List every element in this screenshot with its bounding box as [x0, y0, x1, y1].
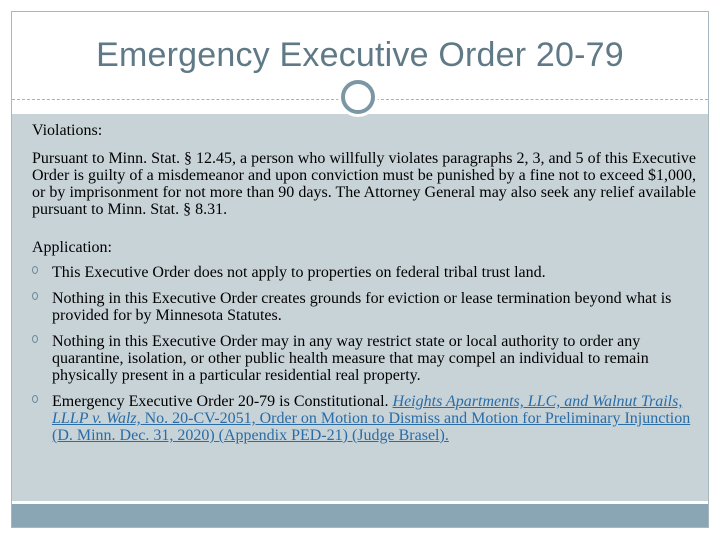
list-item: [32, 393, 696, 444]
content-text: [32, 122, 696, 453]
bullet-text: Nothing in this Executive Order creates grounds for eviction or lease termination beyond what is provided for by Minnesota Statutes.: [52, 290, 672, 324]
citation-details: No. 20-CV-2051, Order on Motion to Dismiss and Motion for Preliminary Injunction (D. Minn. Dec. 31, 2020) (Appendix PED-21) (Judge Brasel).: [52, 410, 691, 444]
application-list: [32, 264, 696, 444]
bullet-text: Emergency Executive Order 20-79 is Constitutional.: [52, 393, 393, 410]
violations-paragraph: Pursuant to Minn. Stat. § 12.45, a person who willfully violates paragraphs 2, 3, and 5 of this Executive Order is guilty of a misdemeanor and upon conviction must be punished by a fine not to exceed $1,000, or by imprisonment for not more than 90 days. The Attorney General may also seek any relief available pursuant to Minn. Stat. § 8.31.: [32, 150, 696, 218]
violations-heading: Violations:: [32, 122, 103, 139]
bullet-text: This Executive Order does not apply to properties on federal tribal trust land.: [52, 264, 546, 281]
list-item: [32, 333, 696, 384]
application-heading: Application:: [32, 239, 112, 256]
slide-title: Emergency Executive Order 20-79: [96, 36, 624, 74]
bullet-text: Nothing in this Executive Order may in any way restrict state or local authority to order any quarantine, isolation, or other public health measure that may compel an individual to remain physically present in a particular residential real property.: [52, 333, 649, 384]
bullet-ring-icon: [32, 395, 38, 403]
bullet-ring-icon: [32, 335, 38, 343]
list-item: [32, 264, 696, 281]
bullet-ring-icon: [32, 266, 38, 274]
bottom-bar: [12, 504, 708, 527]
title-ring-icon: [341, 80, 375, 114]
list-item: [32, 290, 696, 324]
content-panel: [12, 114, 708, 501]
citation-case-name: Heights Apartments, LLC, and Walnut Trails, LLLP v. Walz,: [52, 393, 683, 427]
bullet-ring-icon: [32, 292, 38, 300]
